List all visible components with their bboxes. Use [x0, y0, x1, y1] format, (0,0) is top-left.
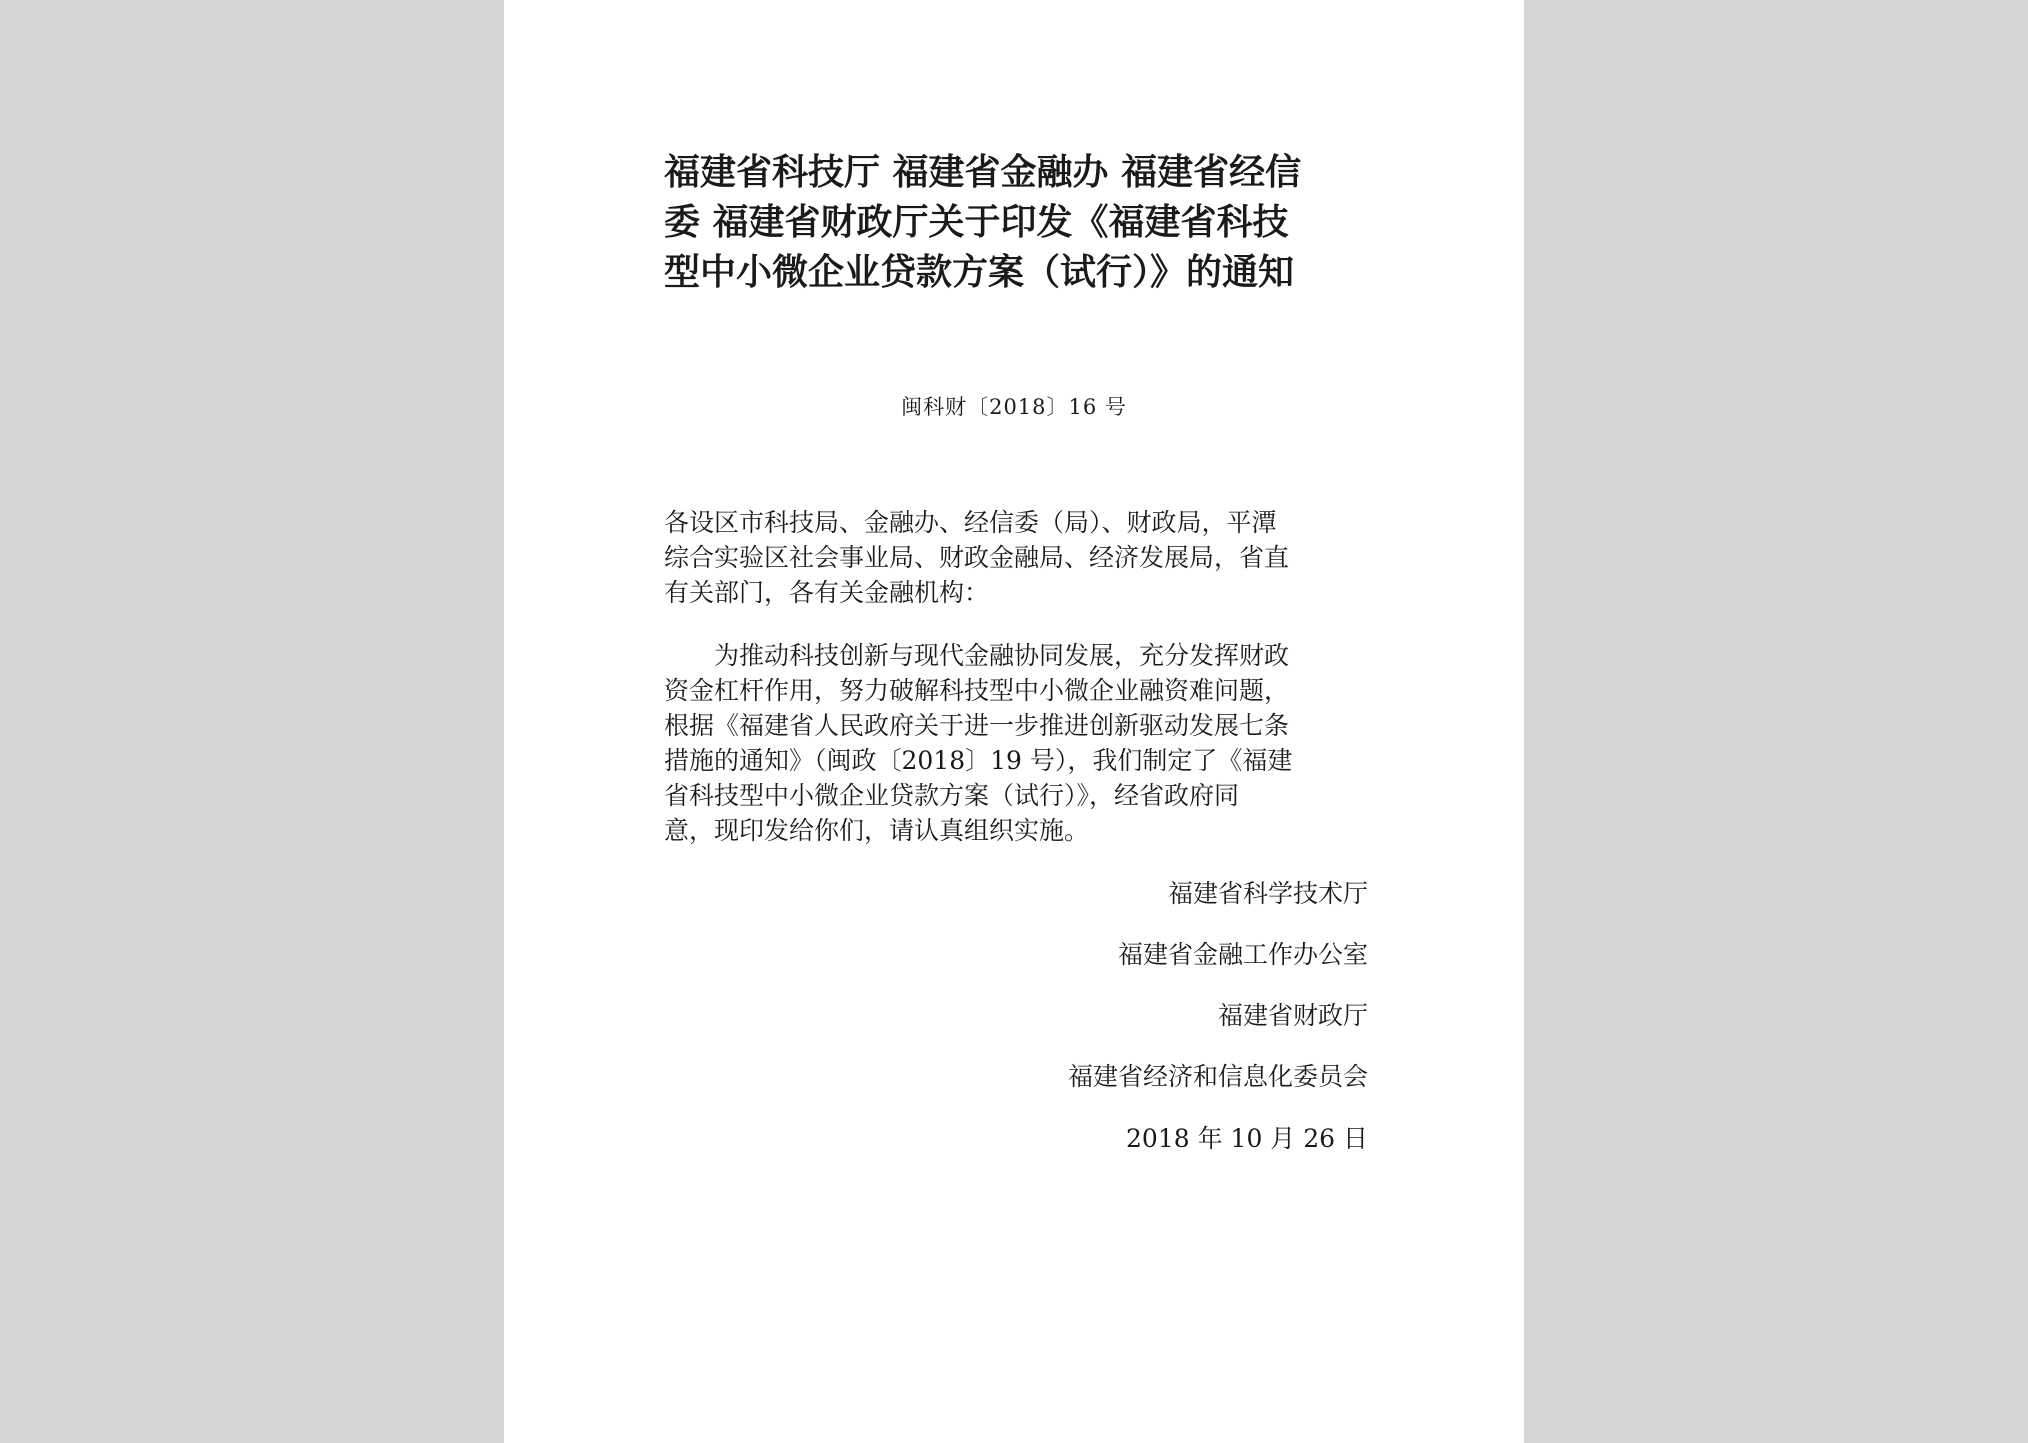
addressee-line: 有关部门，各有关金融机构： [664, 578, 990, 607]
addressee-line: 综合实验区社会事业局、财政金融局、经济发展局，省直 [664, 543, 1290, 572]
document-title [664, 148, 1364, 298]
signatory-economy-committee: 福建省经济和信息化委员会 [1067, 1062, 1368, 1091]
title-line: 委 福建省财政厅关于印发《福建省科技 [664, 202, 1289, 243]
body-line: 意，现印发给你们，请认真组织实施。 [664, 816, 1090, 845]
signatory-finance-office: 福建省金融工作办公室 [1117, 940, 1368, 969]
title-line: 型中小微企业贷款方案（试行）》的通知 [664, 252, 1295, 293]
document-number: 闽科财〔2018〕16 号 [901, 395, 1127, 419]
addressee-line: 各设区市科技局、金融办、经信委（局）、财政局，平潭 [664, 508, 1277, 537]
signatory-science-dept: 福建省科学技术厅 [1167, 879, 1368, 908]
addressee-block [664, 505, 1374, 610]
document-date: 2018 年 10 月 26 日 [1126, 1124, 1368, 1153]
signatory-finance-dept: 福建省财政厅 [1217, 1001, 1368, 1030]
body-line: 措施的通知》（闽政〔2018〕19 号），我们制定了《福建 [664, 746, 1293, 775]
body-line: 为推动科技创新与现代金融协同发展，充分发挥财政 [714, 641, 1290, 670]
document-page [504, 0, 1524, 1443]
body-paragraph [664, 638, 1374, 848]
body-line: 资金杠杆作用，努力破解科技型中小微企业融资难问题， [664, 676, 1290, 705]
body-line: 根据《福建省人民政府关于进一步推进创新驱动发展七条 [664, 711, 1290, 740]
title-line: 福建省科技厅 福建省金融办 福建省经信 [664, 152, 1302, 193]
body-line: 省科技型中小微企业贷款方案（试行）》，经省政府同 [664, 781, 1240, 810]
